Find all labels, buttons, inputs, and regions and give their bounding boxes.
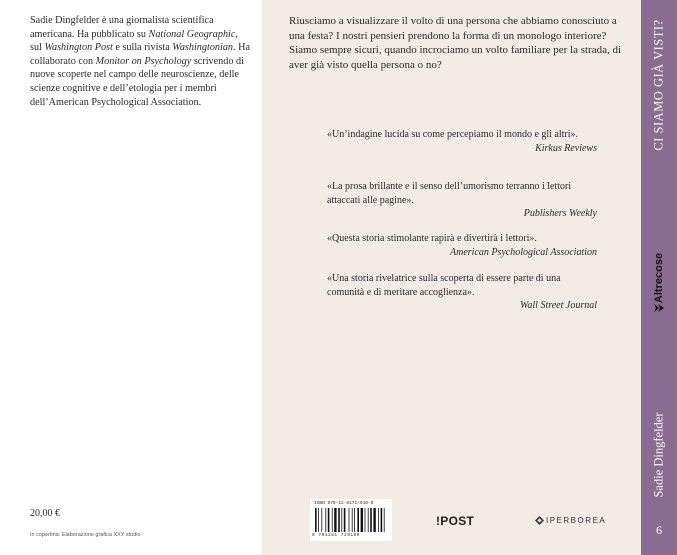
author-bio: [30, 14, 252, 109]
spine: [641, 0, 677, 555]
review-quote: [327, 180, 597, 221]
publication-name: Washingtonian: [172, 42, 234, 54]
book-blurb: Riusciamo a visualizzare il volto di una persona che abbiamo conosciuto a una festa? I nostri pensieri prendono la forma di un monologo interiore? Siamo sempre sicuri, quando incrociamo un volto familiare per la strada, di aver già visto quella persona o no?: [289, 15, 622, 71]
bio-text: scrivendo di nuove scoperte nel campo delle neuroscienze, delle scienze cognitive e dell’etologia per i membri dell’American Psychological Association.: [30, 55, 244, 108]
quote-source: Publishers Weekly: [523, 208, 597, 219]
quote-text: «La prosa brillante e il senso dell’umorismo terranno i lettori attaccati alle pagine».: [327, 181, 572, 206]
quote-source: Kirkus Reviews: [535, 142, 597, 154]
review-quote: [327, 128, 597, 155]
iperborea-logo-icon: [535, 516, 544, 525]
bio-text: Sadie Dingfelder è una giornalista scientifica americana. Ha pubblicato su: [30, 15, 214, 40]
publication-name: National Geographic: [148, 28, 236, 40]
review-quote: [327, 232, 597, 259]
barcode-digits: 9 791281 729100: [312, 533, 361, 538]
publication-name: Washington Post: [44, 42, 113, 54]
quote-text: «Questa storia stimolante rapirà e divertirà i lettori».: [327, 233, 537, 244]
cover-credit: In copertina: Elaborazione grafica XXY studio: [30, 532, 141, 538]
back-flap: [0, 0, 262, 555]
spine-title: CI SIAMO GIÀ VISTI?: [651, 19, 666, 151]
spine-series: Altrecose: [653, 252, 665, 304]
quote-text: «Un’indagine lucida su come percepiamo il mondo e gli altri».: [327, 129, 579, 140]
quote-text: «Una storia rivelatrice sulla scoperta di essere parte di una comunità e di meritare accoglienza».: [327, 273, 561, 298]
publisher-logo: IPERBOREA: [546, 516, 607, 525]
post-logo: !POST: [436, 514, 475, 528]
barcode: [310, 499, 392, 541]
bio-text: . Ha collaborato con: [30, 42, 251, 67]
spine-author: Sadie Dingfelder: [651, 412, 666, 498]
publication-name: Monitor on Psychology: [95, 55, 192, 67]
barcode-bars: [314, 508, 388, 532]
quote-source: Wall Street Journal: [519, 300, 597, 311]
quote-source: American Psychological Association: [449, 246, 597, 258]
bio-text: , sul: [30, 28, 238, 54]
price: 20,00 €: [30, 508, 60, 519]
series-arrow-icon: [653, 302, 665, 314]
bio-text: e sulla rivista: [112, 42, 173, 54]
back-cover: [262, 0, 641, 555]
isbn-number: ISBN 979-12-8172-910-0: [314, 501, 374, 506]
spine-volume-number: 6: [656, 523, 662, 537]
review-quote: [327, 272, 597, 313]
